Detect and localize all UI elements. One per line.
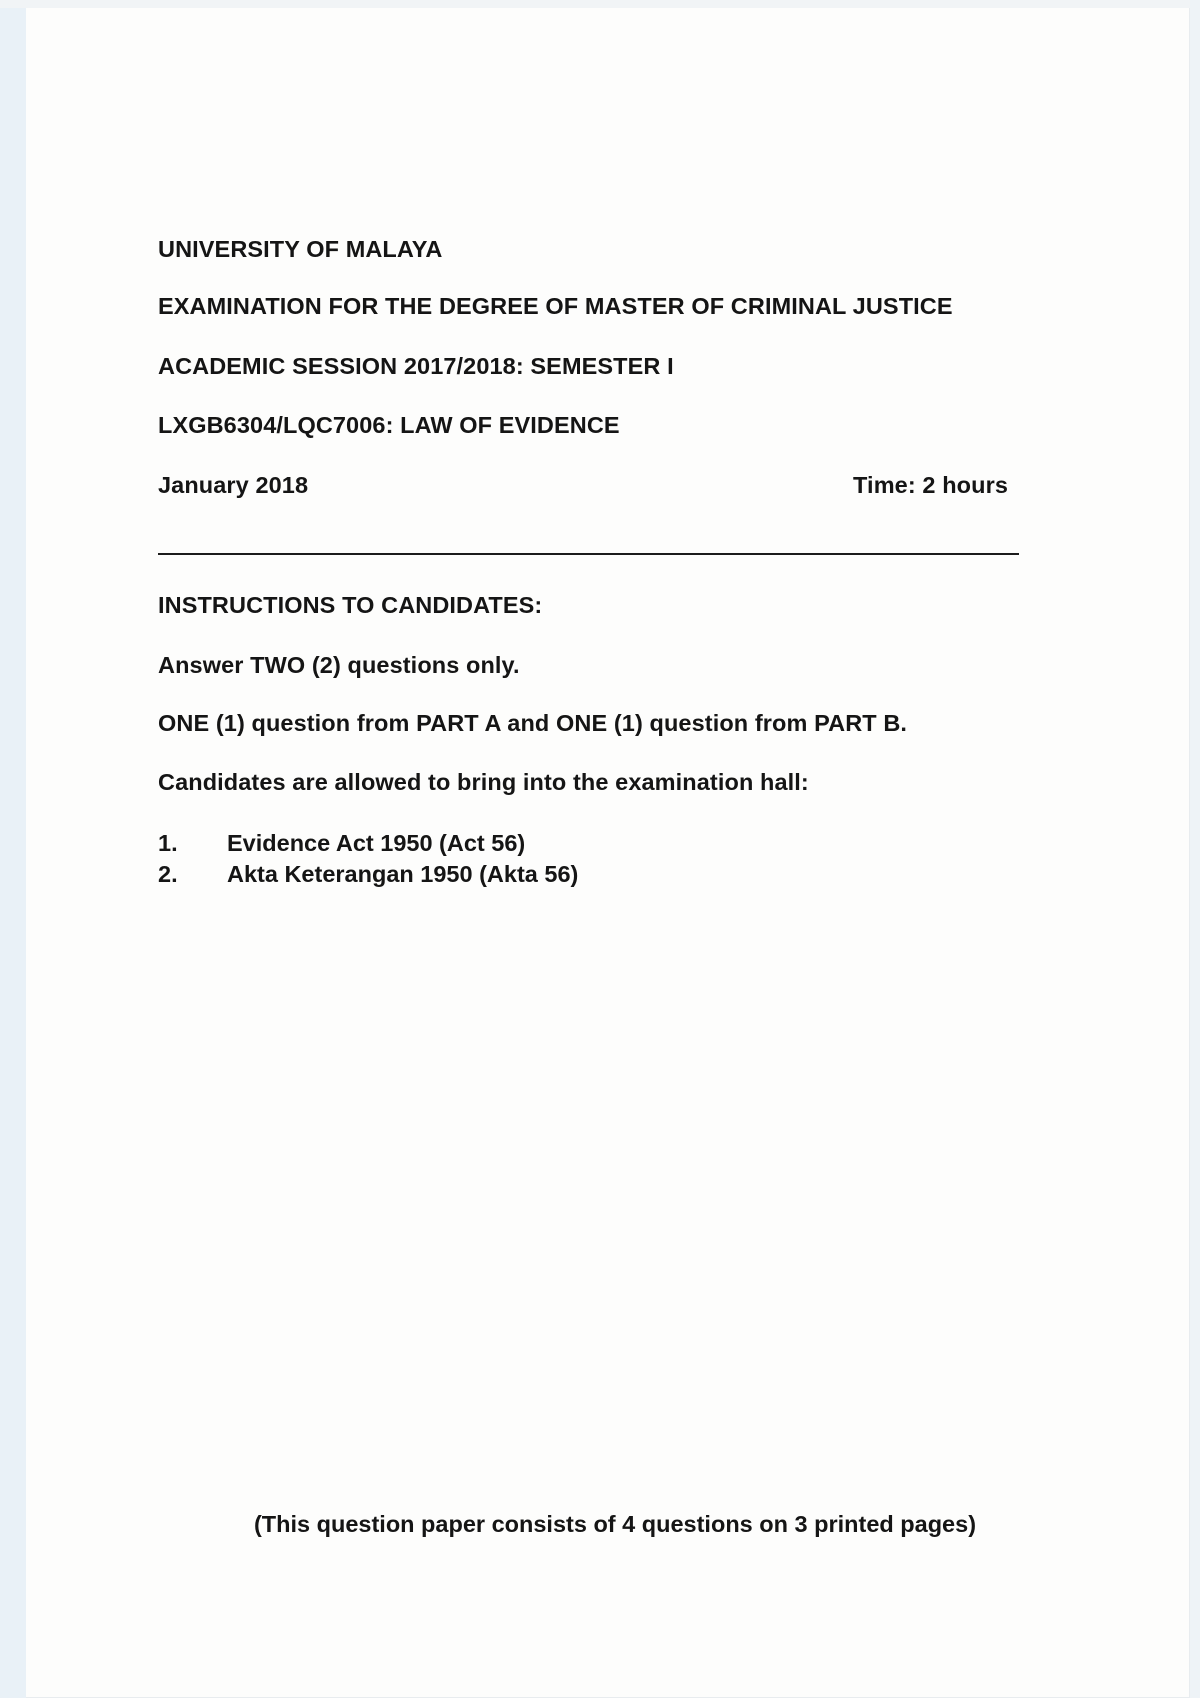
page-count-note: (This question paper consists of 4 questions on 3 printed pages): [253, 1511, 977, 1537]
list-item-text: Evidence Act 1950 (Act 56): [227, 830, 526, 856]
instruction-line: ONE (1) question from PART A and ONE (1) question from PART B.: [158, 710, 908, 736]
list-item-number: 1.: [158, 830, 178, 856]
course-title: LXGB6304/LQC7006: LAW OF EVIDENCE: [158, 412, 620, 438]
list-item-number: 2.: [158, 861, 178, 887]
list-item: [158, 828, 578, 859]
list-item: [158, 859, 578, 890]
instructions-heading: INSTRUCTIONS TO CANDIDATES:: [158, 592, 543, 618]
list-item-text: Akta Keterangan 1950 (Akta 56): [227, 861, 579, 887]
scan-top-edge: [0, 0, 1190, 8]
exam-date: January 2018: [158, 472, 309, 498]
instruction-line: Candidates are allowed to bring into the examination hall:: [158, 769, 809, 795]
exam-duration: Time: 2 hours: [853, 472, 1008, 498]
allowed-materials-list: [158, 828, 578, 890]
instruction-line: Answer TWO (2) questions only.: [158, 652, 520, 678]
academic-session: ACADEMIC SESSION 2017/2018: SEMESTER I: [158, 353, 674, 379]
horizontal-divider: [158, 553, 1019, 555]
scan-left-margin: [0, 0, 26, 1698]
university-name: UNIVERSITY OF MALAYA: [158, 236, 443, 262]
exam-title: EXAMINATION FOR THE DEGREE OF MASTER OF CRIMINAL JUSTICE: [158, 293, 953, 319]
